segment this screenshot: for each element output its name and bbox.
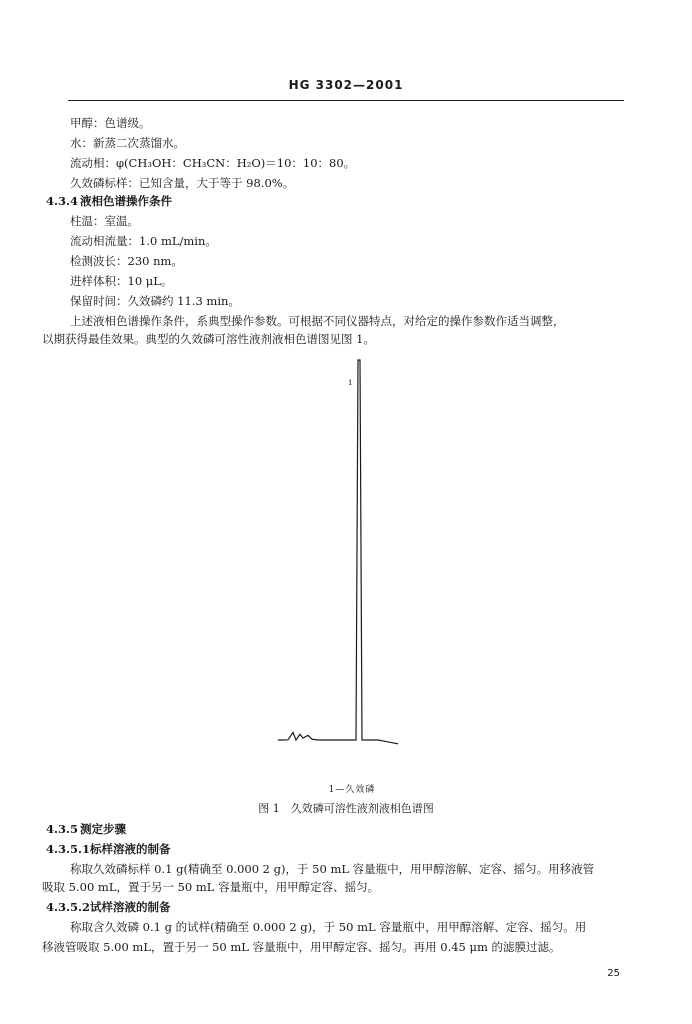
- peak-label: 1: [348, 379, 353, 387]
- paragraph-line-2: 以期获得最佳效果。典型的久效磷可溶性液剂液相色谱图见图 1。: [42, 332, 375, 346]
- text-4-3-5-1-line-2: 吸取 5.00 mL，置于另一 50 mL 容量瓶中，用甲醇定容、摇匀。: [42, 880, 380, 894]
- text-4-3-5-2-line-1: 称取含久效磷 0.1 g 的试样(精确至 0.000 2 g)，于 50 mL 容量瓶中，用甲醇溶解、定容、摇匀。用: [70, 920, 587, 934]
- section-number: 4.3.5.2: [46, 900, 91, 914]
- section-title: 试样溶液的制备: [90, 900, 171, 914]
- reagent-methanol: 甲醇：色谱级。: [70, 116, 151, 130]
- section-4-3-5-heading: [46, 822, 126, 836]
- condition-column-temp: 柱温：室温。: [70, 214, 139, 228]
- condition-injection-volume: 进样体积：10 μL。: [70, 274, 173, 288]
- text-4-3-5-1-line-1: 称取久效磷标样 0.1 g(精确至 0.000 2 g)，于 50 mL 容量瓶中，用甲醇溶解、定容、摇匀。用移液管: [70, 862, 595, 876]
- page-number: 25: [607, 968, 620, 979]
- condition-retention-time: 保留时间：久效磷约 11.3 min。: [70, 294, 240, 308]
- reagent-standard: 久效磷标样：已知含量，大于等于 98.0%。: [70, 176, 295, 190]
- page-header-code: HG 3302—2001: [288, 78, 404, 92]
- condition-wavelength: 检测波长：230 nm。: [70, 254, 183, 268]
- section-number: 4.3.5.1: [46, 842, 91, 856]
- section-title: 液相色谱操作条件: [80, 194, 173, 208]
- section-4-3-5-1-heading: [46, 842, 171, 856]
- condition-flow-rate: 流动相流量：1.0 mL/min。: [70, 234, 217, 248]
- reagent-mobile-phase: 流动相：φ(CH₃OH：CH₃CN：H₂O)＝10：10：80。: [70, 156, 356, 170]
- figure-caption: 图 1 久效磷可溶性液剂液相色谱图: [258, 802, 434, 815]
- section-number: 4.3.5: [46, 822, 79, 836]
- section-title: 标样溶液的制备: [90, 842, 171, 856]
- text-4-3-5-2-line-2: 移液管吸取 5.00 mL，置于另一 50 mL 容量瓶中，用甲醇定容、摇匀。再用 0.45 μm 的滤膜过滤。: [42, 940, 561, 954]
- section-number: 4.3.4: [46, 194, 79, 208]
- header-rule: [68, 100, 624, 101]
- paragraph-line-1: 上述液相色谱操作条件，系典型操作参数。可根据不同仪器特点，对给定的操作参数作适当调整，: [70, 314, 565, 328]
- chromatogram: [268, 355, 408, 775]
- section-4-3-5-2-heading: [46, 900, 171, 914]
- chart-legend: 1—久效磷: [328, 785, 376, 795]
- chromatogram-trace: [278, 360, 398, 744]
- section-title: 测定步骤: [80, 822, 127, 836]
- reagent-water: 水：新蒸二次蒸馏水。: [70, 136, 185, 150]
- section-4-3-4-heading: [46, 194, 172, 208]
